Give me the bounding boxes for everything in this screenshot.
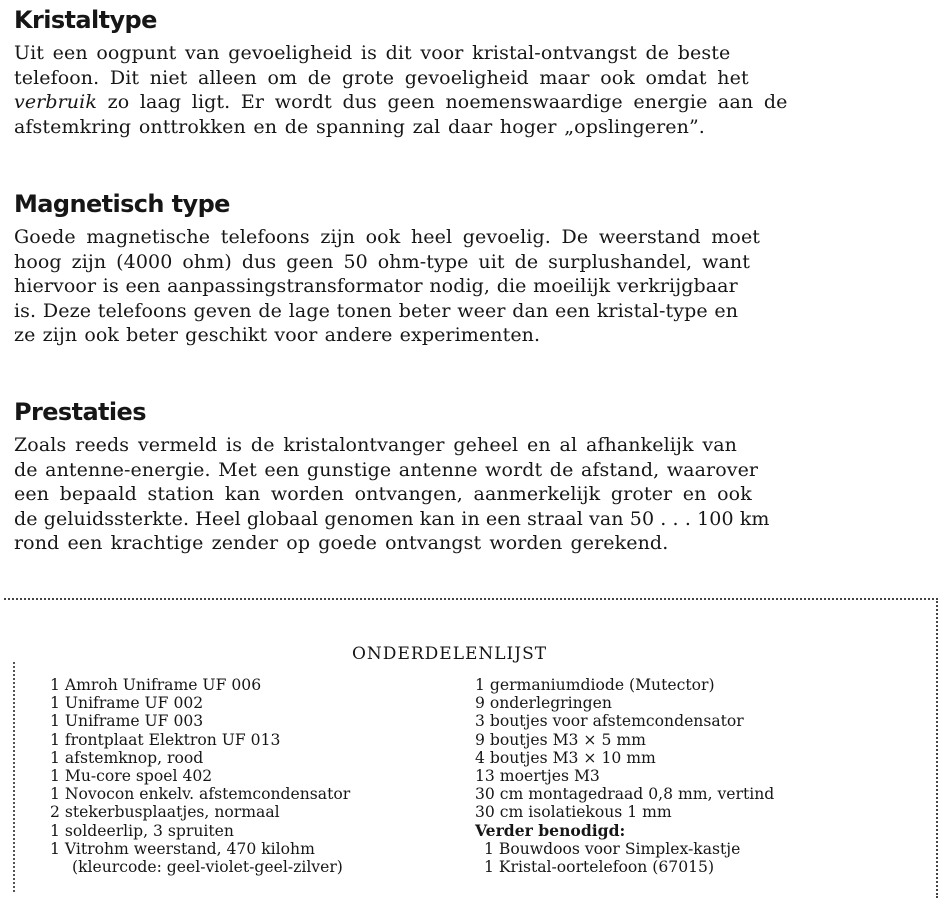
list-item: 4 boutjes M3 × 10 mm <box>475 748 656 767</box>
parts-list-left-column <box>50 676 350 876</box>
list-item: 1 afstemknop, rood <box>50 748 204 767</box>
paragraph-prestaties <box>14 433 936 556</box>
list-item: 9 onderlegringen <box>475 694 612 713</box>
section-title-magnetisch: Magnetisch type <box>14 190 230 218</box>
text-line: hiervoor is een aanpassingstransformator nodig, die moeilijk verkrijgbaar <box>14 275 738 298</box>
parts-list-right-column <box>475 676 774 876</box>
list-item: 1 Amroh Uniframe UF 006 <box>50 676 262 694</box>
text-line-rest: zo laag ligt. Er wordt dus geen noemenswaardige energie aan de <box>107 91 788 114</box>
list-subheading: Verder benodigd: <box>475 820 626 840</box>
list-item: 1 Mu-core spoel 402 <box>50 767 213 786</box>
list-item: 9 boutjes M3 × 5 mm <box>475 730 646 749</box>
text-line: Goede magnetische telefoons zijn ook heel gevoelig. De weerstand moet <box>14 226 761 248</box>
italic-word: verbruik <box>14 91 97 114</box>
text-line: hoog zijn (4000 ohm) dus geen 50 ohm-type uit de surplushandel, want <box>14 250 750 273</box>
text-line: telefoon. Dit niet alleen om de grote gevoeligheid maar ook omdat het <box>14 66 749 89</box>
list-item: 1 Bouwdoos voor Simplex-kastje <box>484 839 741 858</box>
list-item: 1 Uniframe UF 003 <box>50 712 204 731</box>
list-item: 1 Novocon enkelv. afstemcondensator <box>50 785 351 804</box>
list-item: 30 cm montagedraad 0,8 mm, vertind <box>475 785 775 804</box>
list-item: 2 stekerbusplaatjes, normaal <box>50 803 280 822</box>
paragraph-magnetisch <box>14 225 936 348</box>
text-line: afstemkring onttrokken en de spanning zal daar hoger „opslingeren”. <box>14 115 705 138</box>
text-line: een bepaald station kan worden ontvangen, aanmerkelijk groter en ook <box>14 483 752 506</box>
list-item: (kleurcode: geel-violet-geel-zilver) <box>72 858 343 877</box>
list-item: 1 soldeerlip, 3 spruiten <box>50 821 234 840</box>
text-line: ze zijn ook beter geschikt voor andere experimenten. <box>14 324 541 347</box>
list-item: 30 cm isolatiekous 1 mm <box>475 803 672 822</box>
text-line: Zoals reeds vermeld is de kristalontvanger geheel en al afhankelijk van <box>14 434 737 456</box>
text-line: is. Deze telefoons geven de lage tonen beter weer dan een kristal-type en <box>14 299 739 322</box>
text-line: Uit een oogpunt van gevoeligheid is dit voor kristal-ontvangst de beste <box>14 42 731 64</box>
section-title-prestaties: Prestaties <box>14 398 146 426</box>
list-item: 1 Vitrohm weerstand, 470 kilohm <box>50 839 315 858</box>
list-item: 1 germaniumdiode (Mutector) <box>475 676 715 694</box>
text-line: de geluidssterkte. Heel globaal genomen kan in een straal van 50 . . . 100 km <box>14 507 770 530</box>
list-item: 1 Uniframe UF 002 <box>50 694 204 713</box>
list-item: 1 Kristal-oortelefoon (67015) <box>484 858 715 877</box>
list-item: 13 moertjes M3 <box>475 767 600 786</box>
parts-list-left-border <box>13 662 15 892</box>
list-item: 3 boutjes voor afstemcondensator <box>475 712 744 731</box>
parts-list-title: ONDERDELENLIJST <box>352 644 548 664</box>
section-title-kristaltype: Kristaltype <box>14 6 157 34</box>
text-line: rond een krachtige zender op goede ontvangst worden gerekend. <box>14 532 669 555</box>
paragraph-kristaltype <box>14 41 936 139</box>
text-line: de antenne-energie. Met een gunstige antenne wordt de afstand, waarover <box>14 458 759 481</box>
text-line <box>14 90 936 115</box>
list-item: 1 frontplaat Elektron UF 013 <box>50 730 281 749</box>
